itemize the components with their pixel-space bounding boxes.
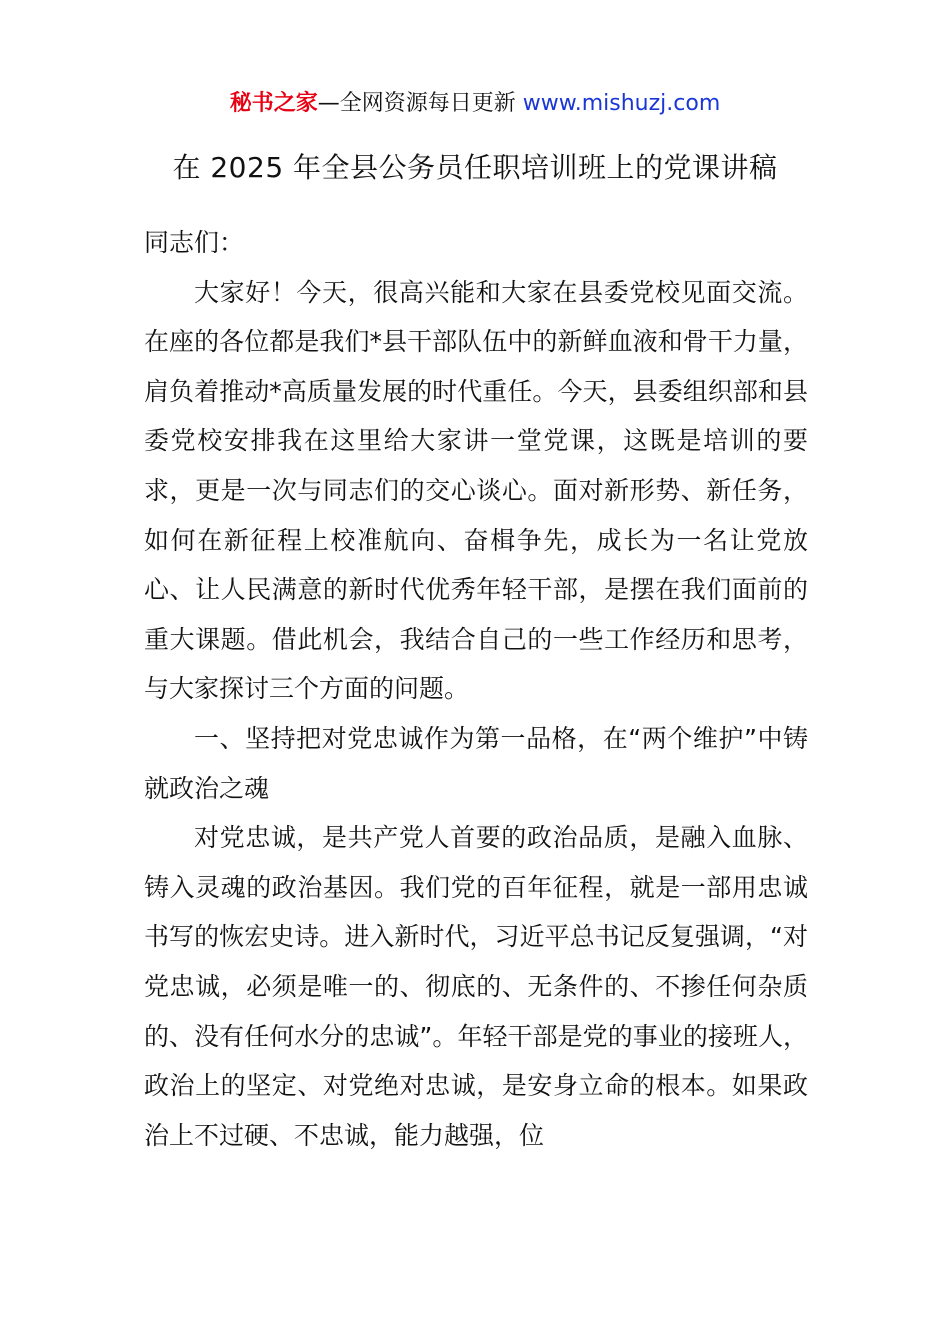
header-tagline: —全网资源每日更新 [317,91,523,116]
document-body [144,218,808,1160]
paragraph: 大家好！今天，很高兴能和大家在县委党校见面交流。在座的各位都是我们*县干部队伍中的新鲜血液和骨干力量，肩负着推动*高质量发展的时代重任。今天，县委组织部和县委党校安排我在这里给大家讲一堂党课，这既是培训的要求，更是一次与同志们的交心谈心。面对新形势、新任务，如何在新征程上校准航向、奋楫争先，成长为一名让党放心、让人民满意的新时代优秀年轻干部，是摆在我们面前的重大课题。借此机会，我结合自己的一些工作经历和思考，与大家探讨三个方面的问题。 [144,277,808,704]
brand-name: 秘书之家 [229,91,318,116]
section-heading: 一、坚持把对党忠诚作为第一品格，在“两个维护”中铸就政治之魂 [144,723,808,803]
paragraph: 对党忠诚，是共产党人首要的政治品质，是融入血脉、铸入灵魂的政治基因。我们党的百年征程，就是一部用忠诚书写的恢宏史诗。进入新时代，习近平总书记反复强调，“对党忠诚，必须是唯一的、彻底的、无条件的、不掺任何杂质的、没有任何水分的忠诚”。年轻干部是党的事业的接班人，政治上的坚定、对党绝对忠诚，是安身立命的根本。如果政治上不过硬、不忠诚，能力越强，位 [144,823,808,1150]
salutation: 同志们： [144,228,245,257]
site-header [0,88,950,120]
site-url-link[interactable]: www.mishuzj.com [522,91,721,116]
document-title: 在 2025 年全县公务员任职培训班上的党课讲稿 [172,151,778,184]
